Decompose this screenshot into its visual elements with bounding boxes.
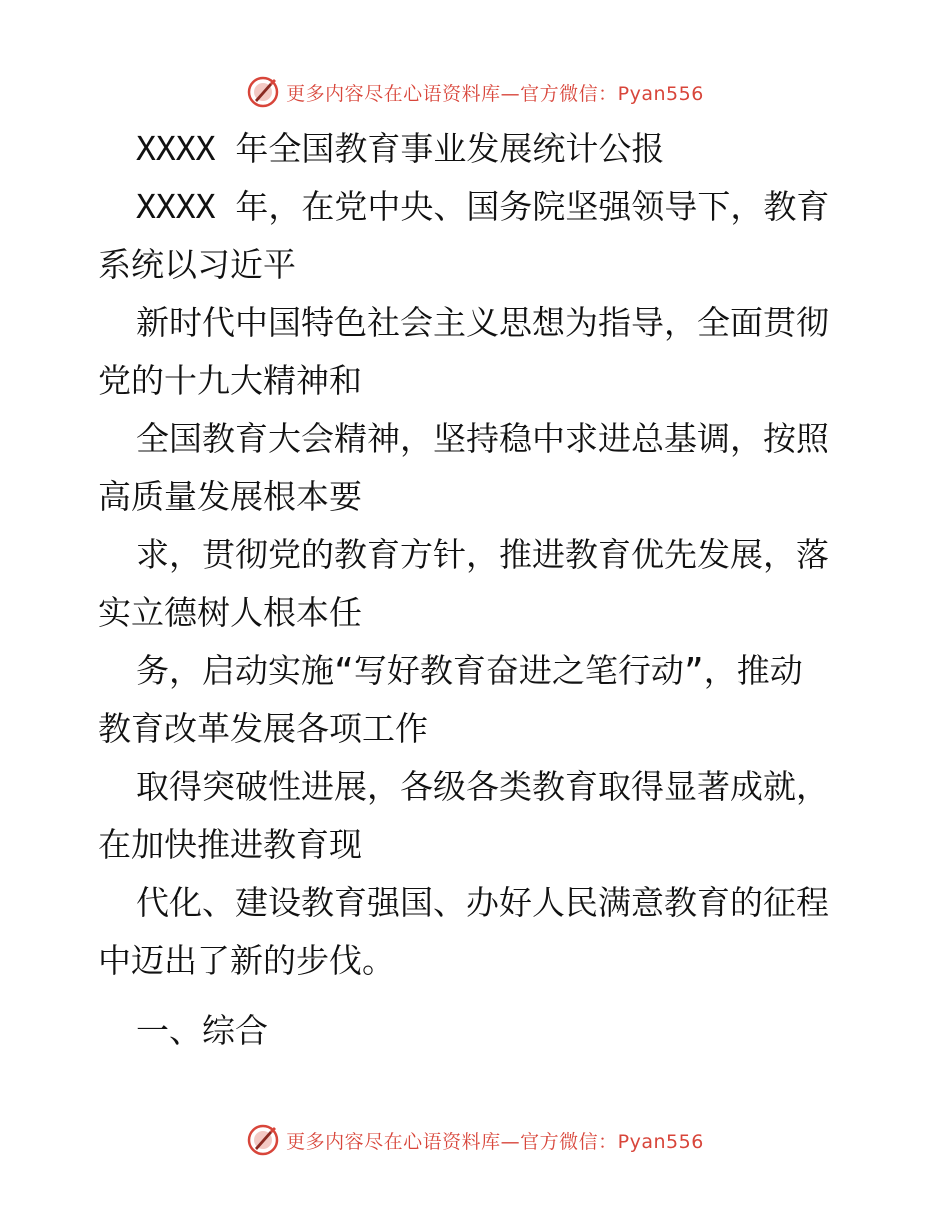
doc-line: XXXX 年，在党中央、国务院坚强领导下，教育 <box>136 187 830 226</box>
doc-line: 全国教育大会精神，坚持稳中求进总基调，按照 <box>136 419 829 458</box>
section-heading: 一、综合 <box>136 1011 268 1050</box>
footer-banner-text: 更多内容尽在心语资料库—官方微信：Pyan556 <box>286 1130 704 1153</box>
doc-line: 代化、建设教育强国、办好人民满意教育的征程 <box>136 883 829 922</box>
doc-line: 实立德树人根本任 <box>98 593 362 632</box>
footer-banner <box>0 1120 950 1160</box>
doc-line: 新时代中国特色社会主义思想为指导，全面贯彻 <box>136 303 829 342</box>
doc-line: 教育改革发展各项工作 <box>98 709 428 748</box>
doc-line: 党的十九大精神和 <box>98 361 362 400</box>
doc-line: 取得突破性进展，各级各类教育取得显著成就， <box>136 767 829 806</box>
doc-line: 在加快推进教育现 <box>98 825 362 864</box>
header-banner <box>0 72 950 112</box>
doc-line: 高质量发展根本要 <box>98 477 362 516</box>
doc-line: 中迈出了新的步伐。 <box>98 941 395 980</box>
header-banner-text: 更多内容尽在心语资料库—官方微信：Pyan556 <box>286 82 704 105</box>
doc-line: 求，贯彻党的教育方针，推进教育优先发展，落 <box>136 535 829 574</box>
quill-pen-logo-icon <box>246 1123 280 1157</box>
doc-line: 务，启动实施“写好教育奋进之笔行动”，推动 <box>136 651 803 690</box>
document-body <box>98 120 858 1060</box>
doc-title: XXXX 年全国教育事业发展统计公报 <box>136 129 665 168</box>
quill-pen-logo-icon <box>246 75 280 109</box>
doc-line: 系统以习近平 <box>98 245 296 284</box>
